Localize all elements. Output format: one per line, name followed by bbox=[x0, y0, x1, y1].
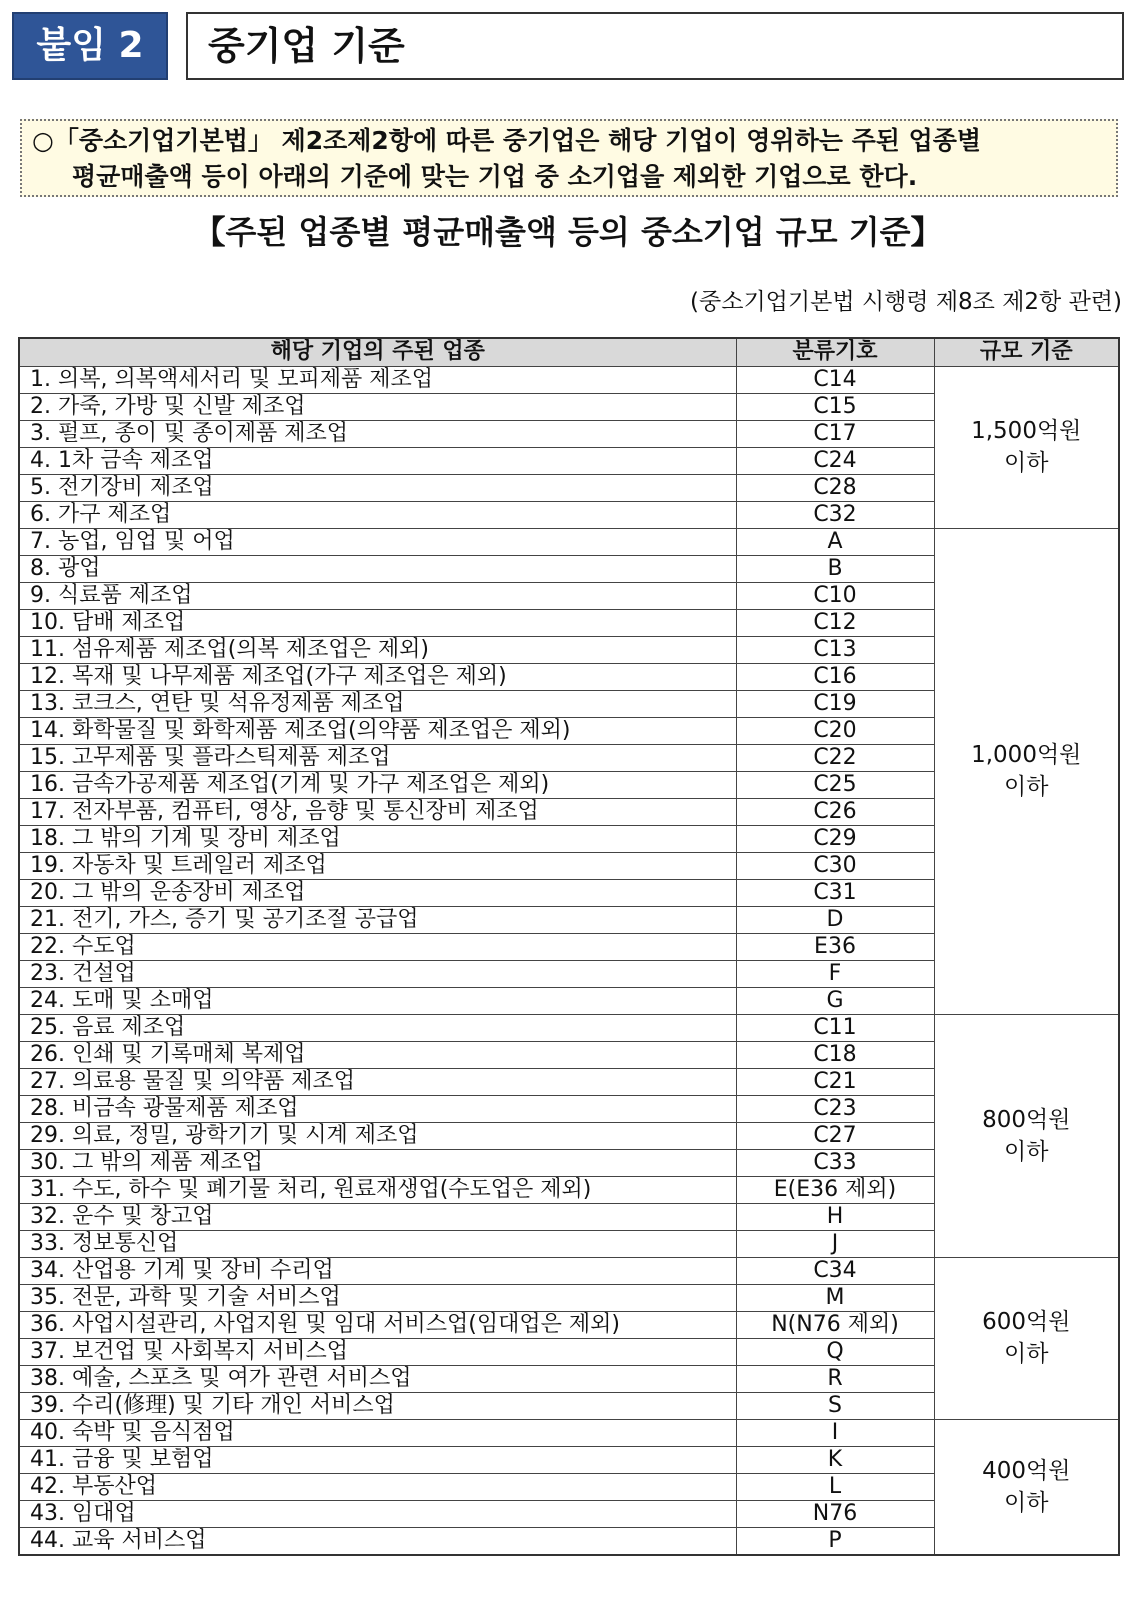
industry-cell: 4. 1차 금속 제조업 bbox=[19, 447, 736, 474]
industry-cell: 31. 수도, 하수 및 폐기물 처리, 원료재생업(수도업은 제외) bbox=[19, 1176, 736, 1203]
classification-code-cell: C27 bbox=[736, 1122, 934, 1149]
classification-code-cell: C16 bbox=[736, 663, 934, 690]
classification-code-cell: C32 bbox=[736, 501, 934, 528]
classification-code-cell: G bbox=[736, 987, 934, 1014]
note-box bbox=[20, 119, 1118, 197]
size-amount: 800억원 bbox=[982, 1106, 1071, 1133]
size-suffix: 이하 bbox=[1004, 1138, 1049, 1165]
industry-cell: 44. 교육 서비스업 bbox=[19, 1527, 736, 1555]
industry-cell: 35. 전문, 과학 및 기술 서비스업 bbox=[19, 1284, 736, 1311]
industry-cell: 21. 전기, 가스, 증기 및 공기조절 공급업 bbox=[19, 906, 736, 933]
classification-code-cell: C30 bbox=[736, 852, 934, 879]
classification-code-cell: C19 bbox=[736, 690, 934, 717]
classification-code-cell: C24 bbox=[736, 447, 934, 474]
industry-cell: 16. 금속가공제품 제조업(기계 및 가구 제조업은 제외) bbox=[19, 771, 736, 798]
size-amount: 1,000억원 bbox=[971, 742, 1082, 768]
industry-cell: 37. 보건업 및 사회복지 서비스업 bbox=[19, 1338, 736, 1365]
industry-cell: 29. 의료, 정밀, 광학기기 및 시계 제조업 bbox=[19, 1122, 736, 1149]
industry-cell: 5. 전기장비 제조업 bbox=[19, 474, 736, 501]
classification-code-cell: E36 bbox=[736, 933, 934, 960]
attachment-badge: 붙임 2 bbox=[12, 12, 168, 80]
classification-code-cell: K bbox=[736, 1446, 934, 1473]
industry-cell: 19. 자동차 및 트레일러 제조업 bbox=[19, 852, 736, 879]
industry-cell: 8. 광업 bbox=[19, 555, 736, 582]
classification-code-cell: C13 bbox=[736, 636, 934, 663]
industry-cell: 36. 사업시설관리, 사업지원 및 임대 서비스업(임대업은 제외) bbox=[19, 1311, 736, 1338]
classification-code-cell: N(N76 제외) bbox=[736, 1311, 934, 1338]
industry-cell: 11. 섬유제품 제조업(의복 제조업은 제외) bbox=[19, 636, 736, 663]
size-criterion-cell bbox=[934, 528, 1119, 1014]
classification-code-cell: C12 bbox=[736, 609, 934, 636]
industry-cell: 30. 그 밖의 제품 제조업 bbox=[19, 1149, 736, 1176]
document-header bbox=[12, 12, 1124, 80]
industry-cell: 38. 예술, 스포츠 및 여가 관련 서비스업 bbox=[19, 1365, 736, 1392]
classification-code-cell: F bbox=[736, 960, 934, 987]
industry-cell: 43. 임대업 bbox=[19, 1500, 736, 1527]
column-header-code: 분류기호 bbox=[736, 338, 934, 366]
classification-code-cell: E(E36 제외) bbox=[736, 1176, 934, 1203]
size-criterion-cell bbox=[934, 1014, 1119, 1257]
size-standard-table bbox=[18, 337, 1120, 1556]
classification-code-cell: S bbox=[736, 1392, 934, 1419]
table-heading: 【주된 업종별 평균매출액 등의 중소기업 규모 기준】 bbox=[193, 213, 943, 251]
industry-cell: 40. 숙박 및 음식점업 bbox=[19, 1419, 736, 1446]
classification-code-cell: C15 bbox=[736, 393, 934, 420]
industry-cell: 22. 수도업 bbox=[19, 933, 736, 960]
size-criterion-cell bbox=[934, 366, 1119, 528]
size-suffix: 이하 bbox=[1004, 774, 1049, 800]
classification-code-cell: A bbox=[736, 528, 934, 555]
classification-code-cell: C21 bbox=[736, 1068, 934, 1095]
table-row bbox=[19, 1014, 1119, 1041]
column-header-size: 규모 기준 bbox=[934, 338, 1119, 366]
industry-cell: 2. 가죽, 가방 및 신발 제조업 bbox=[19, 393, 736, 420]
size-criterion-cell bbox=[934, 1419, 1119, 1555]
classification-code-cell: C22 bbox=[736, 744, 934, 771]
classification-code-cell: L bbox=[736, 1473, 934, 1500]
classification-code-cell: C34 bbox=[736, 1257, 934, 1284]
industry-cell: 27. 의료용 물질 및 의약품 제조업 bbox=[19, 1068, 736, 1095]
column-header-industry: 해당 기업의 주된 업종 bbox=[19, 338, 736, 366]
industry-cell: 18. 그 밖의 기계 및 장비 제조업 bbox=[19, 825, 736, 852]
classification-code-cell: H bbox=[736, 1203, 934, 1230]
industry-cell: 20. 그 밖의 운송장비 제조업 bbox=[19, 879, 736, 906]
industry-cell: 6. 가구 제조업 bbox=[19, 501, 736, 528]
industry-cell: 13. 코크스, 연탄 및 석유정제품 제조업 bbox=[19, 690, 736, 717]
industry-cell: 25. 음료 제조업 bbox=[19, 1014, 736, 1041]
classification-code-cell: R bbox=[736, 1365, 934, 1392]
table-row bbox=[19, 528, 1119, 555]
industry-cell: 39. 수리(修理) 및 기타 개인 서비스업 bbox=[19, 1392, 736, 1419]
industry-cell: 10. 담배 제조업 bbox=[19, 609, 736, 636]
classification-code-cell: Q bbox=[736, 1338, 934, 1365]
industry-cell: 34. 산업용 기계 및 장비 수리업 bbox=[19, 1257, 736, 1284]
size-amount: 400억원 bbox=[982, 1457, 1071, 1484]
classification-code-cell: C18 bbox=[736, 1041, 934, 1068]
industry-cell: 23. 건설업 bbox=[19, 960, 736, 987]
size-amount: 600억원 bbox=[982, 1309, 1071, 1335]
size-suffix: 이하 bbox=[1004, 450, 1049, 476]
industry-cell: 17. 전자부품, 컴퓨터, 영상, 음향 및 통신장비 제조업 bbox=[19, 798, 736, 825]
table-row bbox=[19, 1419, 1119, 1446]
industry-cell: 26. 인쇄 및 기록매체 복제업 bbox=[19, 1041, 736, 1068]
note-line-2: 평균매출액 등이 아래의 기준에 맞는 기업 중 소기업을 제외한 기업으로 한다. bbox=[72, 162, 918, 191]
industry-cell: 1. 의복, 의복액세서리 및 모피제품 제조업 bbox=[19, 366, 736, 393]
classification-code-cell: D bbox=[736, 906, 934, 933]
industry-cell: 24. 도매 및 소매업 bbox=[19, 987, 736, 1014]
industry-cell: 32. 운수 및 창고업 bbox=[19, 1203, 736, 1230]
classification-code-cell: C14 bbox=[736, 366, 934, 393]
classification-code-cell: C10 bbox=[736, 582, 934, 609]
industry-cell: 3. 펄프, 종이 및 종이제품 제조업 bbox=[19, 420, 736, 447]
classification-code-cell: C23 bbox=[736, 1095, 934, 1122]
size-amount: 1,500억원 bbox=[971, 418, 1082, 444]
table-row bbox=[19, 1257, 1119, 1284]
classification-code-cell: I bbox=[736, 1419, 934, 1446]
classification-code-cell: C17 bbox=[736, 420, 934, 447]
classification-code-cell: C20 bbox=[736, 717, 934, 744]
industry-cell: 42. 부동산업 bbox=[19, 1473, 736, 1500]
industry-cell: 7. 농업, 임업 및 어업 bbox=[19, 528, 736, 555]
classification-code-cell: C33 bbox=[736, 1149, 934, 1176]
table-row bbox=[19, 366, 1119, 393]
classification-code-cell: C31 bbox=[736, 879, 934, 906]
size-suffix: 이하 bbox=[1004, 1489, 1049, 1516]
size-criterion-cell bbox=[934, 1257, 1119, 1419]
size-suffix: 이하 bbox=[1004, 1341, 1049, 1367]
industry-cell: 41. 금융 및 보험업 bbox=[19, 1446, 736, 1473]
industry-cell: 33. 정보통신업 bbox=[19, 1230, 736, 1257]
classification-code-cell: J bbox=[736, 1230, 934, 1257]
classification-code-cell: C11 bbox=[736, 1014, 934, 1041]
industry-cell: 28. 비금속 광물제품 제조업 bbox=[19, 1095, 736, 1122]
classification-code-cell: C28 bbox=[736, 474, 934, 501]
classification-code-cell: C25 bbox=[736, 771, 934, 798]
classification-code-cell: P bbox=[736, 1527, 934, 1555]
classification-code-cell: B bbox=[736, 555, 934, 582]
industry-cell: 14. 화학물질 및 화학제품 제조업(의약품 제조업은 제외) bbox=[19, 717, 736, 744]
industry-cell: 9. 식료품 제조업 bbox=[19, 582, 736, 609]
table-header-row bbox=[19, 338, 1119, 366]
page-title: 중기업 기준 bbox=[186, 12, 1124, 80]
note-line-1: ○「중소기업기본법」 제2조제2항에 따른 중기업은 해당 기업이 영위하는 주된 업종별 bbox=[32, 126, 982, 155]
classification-code-cell: N76 bbox=[736, 1500, 934, 1527]
industry-cell: 12. 목재 및 나무제품 제조업(가구 제조업은 제외) bbox=[19, 663, 736, 690]
legal-reference: (중소기업기본법 시행령 제8조 제2항 관련) bbox=[690, 289, 1122, 315]
industry-cell: 15. 고무제품 및 플라스틱제품 제조업 bbox=[19, 744, 736, 771]
classification-code-cell: C26 bbox=[736, 798, 934, 825]
classification-code-cell: C29 bbox=[736, 825, 934, 852]
classification-code-cell: M bbox=[736, 1284, 934, 1311]
